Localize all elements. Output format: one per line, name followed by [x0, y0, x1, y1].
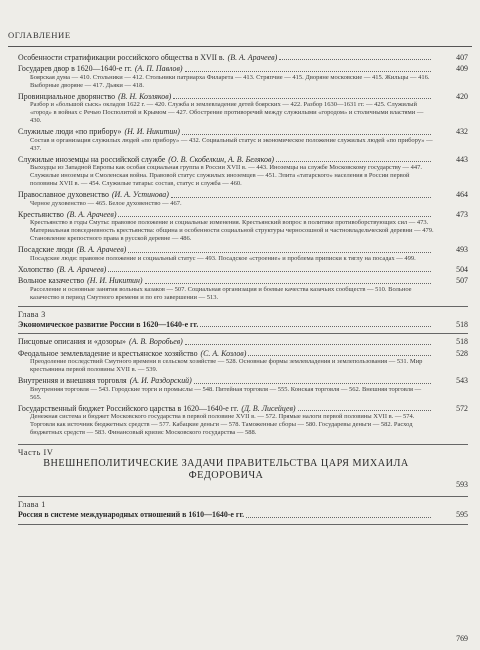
entry-author: (И. А. Устинова)	[111, 190, 169, 200]
entry-subtopics: Посадские люди: правовое положение и социальный статус — 493. Посадское «строение» и проблема приписки к тяглу на посадах — 499.	[30, 254, 416, 262]
entry-subtopics: Выходцы из Западной Европы как особая социальная группа в России XVII в. — 443. Иноземцы на службе Московскому государству — 447. Служилые иноземцы и Смоленская война. Правовой статус служилых иноземцев — 451. Элита «татарского» населения в России первой половины XVII в. — 454. Служилые татары: состав, статус и служба — 460.	[30, 164, 423, 188]
chapter-3-title: Экономическое развитие России в 1620—1640-е гг.	[18, 320, 199, 330]
chapter-1-page: 595	[456, 510, 468, 520]
toc-entry[interactable]	[18, 92, 468, 125]
entry-author: (О. В. Скобелкин, А. В. Беляков)	[168, 154, 275, 164]
entry-title: Вольное казачество	[18, 276, 85, 286]
entry-title: Служилые люди «по прибору»	[18, 127, 122, 137]
dot-leader	[185, 71, 431, 72]
entry-author: (Н. И. Никитин)	[87, 276, 143, 286]
entry-page: 409	[456, 64, 468, 74]
part-4-page: 593	[456, 479, 468, 489]
entry-author: (А. П. Павлов)	[134, 64, 183, 74]
entry-author: (В. А. Арачеев)	[227, 53, 278, 62]
entry-author: (С. А. Козлов)	[200, 348, 247, 358]
entry-page: 507	[456, 276, 468, 286]
entry-author: (В. А. Арачеев)	[56, 264, 107, 274]
toc-entry[interactable]	[18, 53, 468, 62]
dot-leader	[182, 134, 431, 135]
toc-entry[interactable]	[18, 155, 468, 188]
entry-subtopics: Внутренняя торговля — 543. Городские торги и промыслы — 548. Питейная торговля — 555. Конская торговля — 562. Внешняя торговля — 565.	[30, 385, 422, 401]
dot-leader	[108, 271, 431, 272]
dot-leader	[128, 252, 431, 253]
entry-author: (Н. И. Никитин)	[124, 127, 180, 137]
table-of-contents	[18, 53, 468, 528]
toc-entry[interactable]	[18, 376, 468, 401]
entry-title: Государев двор в 1620—1640-е гг.	[18, 64, 132, 74]
entry-author: (В. А. Арачеев)	[76, 245, 127, 255]
dot-leader	[276, 161, 431, 162]
entry-title: Крестьянство	[18, 209, 64, 219]
running-head: ОГЛАВЛЕНИЕ	[8, 30, 71, 40]
entry-author: (А. В. Воробьев)	[128, 337, 183, 347]
dot-leader	[194, 383, 431, 384]
part-4-title: ВНЕШНЕПОЛИТИЧЕСКИЕ ЗАДАЧИ ПРАВИТЕЛЬСТВА ЦАРЯ МИХАИЛА ФЕДОРОВИЧА	[43, 458, 409, 481]
section-divider	[18, 496, 468, 497]
dot-leader	[298, 410, 431, 411]
toc-entry[interactable]	[18, 245, 468, 262]
chapter-3-page: 518	[456, 320, 468, 330]
part-4-label: Часть IV	[18, 448, 54, 458]
entry-page: 407	[456, 53, 468, 62]
section-divider	[18, 524, 468, 525]
entry-author: (В. Н. Козляков)	[118, 91, 172, 101]
entry-title: Государственный бюджет Российского царства в 1620—1640-е гг.	[18, 403, 239, 413]
entry-subtopics: Состав и организация служилых людей «по прибору» — 432. Социальный статус и экономическое положение служилых людей «по прибору» — 437.	[30, 136, 433, 152]
dot-leader	[248, 355, 431, 356]
entry-title: Холопство	[18, 264, 54, 274]
entry-title: Посадские люди	[18, 245, 74, 255]
toc-entry[interactable]	[18, 210, 468, 243]
section-divider	[18, 444, 468, 445]
entry-subtopics: Крестьянство в годы Смуты: правовое положение и социальные изменения. Крестьянский вопрос в политике противоборствующих сил — 473. Материальная повседневность крестьянства: община и особенности социальной структуры черносошной и частновладельческой деревни — 479. Становление крепостного права в русской деревне — 486.	[30, 219, 434, 243]
entry-subtopics: Боярская дума — 410. Стольники — 412. Стольники патриарха Филарета — 413. Стряпчие — 415. Дворяне московские — 415. Жильцы — 416. Выборные дворяне — 417. Дьяки — 418.	[30, 73, 430, 89]
dot-leader	[246, 517, 431, 518]
entry-page: 528	[456, 348, 468, 358]
toc-entry[interactable]	[18, 127, 468, 152]
entry-subtopics: Денежная система и бюджет Московского государства в первой половине XVII в. — 572. Прямые налоги первой половины XVII в. — 574. Торговля как источник бюджетных средств — 577. Кабацкие деньги — 578. Таможенные сборы — 580. Государевы деньги — 582. Расход бюджетных средств — 583. Финансовый кризис Московского государства — 588.	[30, 413, 415, 437]
entry-title: Феодальное землевладение и крестьянское хозяйство	[18, 348, 198, 358]
dot-leader	[145, 283, 431, 284]
entry-title: Служилые иноземцы на российской службе	[18, 154, 166, 164]
entry-page: 432	[456, 127, 468, 137]
entry-page: 504	[456, 264, 468, 274]
entry-page: 473	[456, 209, 468, 219]
entry-title: Внутренняя и внешняя торговля	[18, 376, 127, 386]
dot-leader	[173, 98, 431, 99]
toc-entry[interactable]	[18, 190, 468, 207]
toc-section-part3	[18, 53, 468, 302]
toc-entry[interactable]	[18, 276, 468, 301]
entry-author: (В. А. Арачеев)	[66, 209, 117, 219]
entry-page: 493	[456, 245, 468, 255]
dot-leader	[185, 344, 431, 345]
toc-entry[interactable]	[18, 349, 468, 374]
entry-title: Особенности стратификации российского общества в XVII в.	[18, 53, 225, 62]
part-4-page-row[interactable]	[18, 479, 468, 492]
entry-title: Писцовые описания и «дозоры»	[18, 337, 126, 347]
header-rule	[8, 46, 472, 47]
toc-entry[interactable]	[18, 337, 468, 346]
toc-entry[interactable]	[18, 64, 468, 89]
entry-subtopics: Преодоление последствий Смутного времени в сельском хозяйстве — 528. Основные формы землевладения и землепользования — 531. Мир крестьянина первой половины XVII в. — 539.	[30, 358, 423, 374]
chapter-3-heading[interactable]	[18, 320, 468, 329]
entry-subtopics: Расселение и основные занятия вольных казаков — 507. Социальная организация и боевые качества казачьих сообществ — 510. Вольное казачество в период Смутного времени и по его завершении — 513.	[30, 285, 412, 301]
chapter-1-heading[interactable]	[18, 510, 468, 519]
entry-subtopics: Разбор и «большой сыск» окладов 1622 г. — 420. Служба и землевладение детей боярских — 422. Разбор 1630—1631 гг. — 425. Служилый «город» в войнах с Речью Посполитой и Крымом — 427. Обострение противоречий между служилыми «городом» и столичными властями — 430.	[30, 101, 424, 125]
entry-page: 420	[456, 91, 468, 101]
dot-leader	[200, 326, 431, 327]
entry-page: 443	[456, 154, 468, 164]
dot-leader	[118, 216, 431, 217]
toc-entry[interactable]	[18, 265, 468, 274]
entry-author: (А. И. Раздорский)	[129, 376, 192, 386]
section-divider	[18, 306, 468, 307]
section-divider	[18, 333, 468, 334]
entry-page: 572	[456, 403, 468, 413]
chapter-1-label: Глава 1	[18, 499, 46, 509]
entry-page: 518	[456, 337, 468, 347]
chapter-1-title: Россия в системе международных отношений в 1610—1640-е гг.	[18, 510, 245, 520]
toc-entry[interactable]	[18, 404, 468, 437]
entry-title: Провинциальное дворянство	[18, 91, 116, 101]
chapter-3-label: Глава 3	[18, 309, 46, 319]
page-number: 769	[456, 634, 468, 643]
entry-page: 464	[456, 190, 468, 200]
dot-leader	[171, 197, 431, 198]
entry-author: (Д. В. Лисейцев)	[241, 403, 296, 413]
toc-section-chapter3	[18, 337, 468, 437]
entry-page: 543	[456, 376, 468, 386]
entry-subtopics: Черное духовенство — 465. Белое духовенство — 467.	[30, 199, 182, 207]
dot-leader	[279, 59, 431, 60]
entry-title: Православное духовенство	[18, 190, 109, 200]
